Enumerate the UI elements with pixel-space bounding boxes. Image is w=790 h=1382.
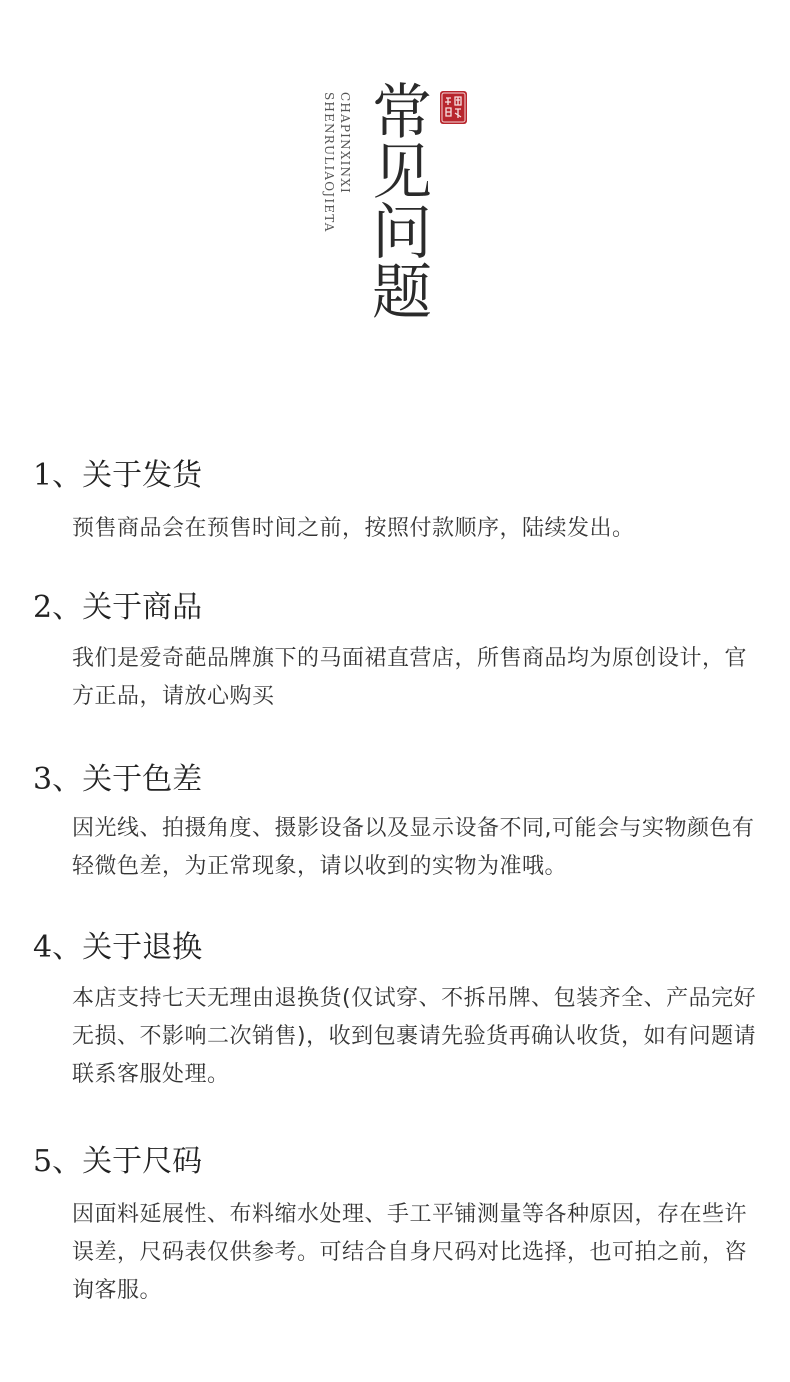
faq-body: 我们是爱奇葩品牌旗下的马面裙直营店，所售商品均为原创设计，官方正品，请放心购买	[72, 646, 748, 709]
faq-body: 本店支持七天无理由退换货(仅试穿、不拆吊牌、包装齐全、产品完好无损、不影响二次销售)，收到包裹请先验货再确认收货，如有问题请联系客服处理。	[72, 986, 757, 1087]
faq-heading: 4、关于退换	[33, 930, 203, 965]
faq-heading: 3、关于色差	[33, 762, 203, 797]
faq-heading: 5、关于尺码	[33, 1144, 203, 1179]
faq-title-block	[0, 0, 790, 380]
pinyin-line-2: SHENRULIAOJIETA	[322, 92, 336, 233]
red-seal-stamp-icon	[440, 91, 467, 124]
faq-body: 预售商品会在预售时间之前，按照付款顺序，陆续发出。	[72, 516, 635, 541]
faq-heading: 2、关于商品	[33, 590, 203, 625]
faq-body: 因光线、拍摄角度、摄影设备以及显示设备不同,可能会与实物颜色有轻微色差，为正常现象，请以收到的实物为准哦。	[72, 816, 755, 879]
faq-body: 因面料延展性、布料缩水处理、手工平铺测量等各种原因，存在些许误差，尺码表仅供参考。可结合自身尺码对比选择，也可拍之前，咨询客服。	[72, 1202, 748, 1303]
pinyin-line-1: CHAPINXINXI	[338, 92, 352, 194]
page-title: 常见问题	[362, 80, 432, 320]
faq-heading: 1、关于发货	[33, 458, 203, 493]
